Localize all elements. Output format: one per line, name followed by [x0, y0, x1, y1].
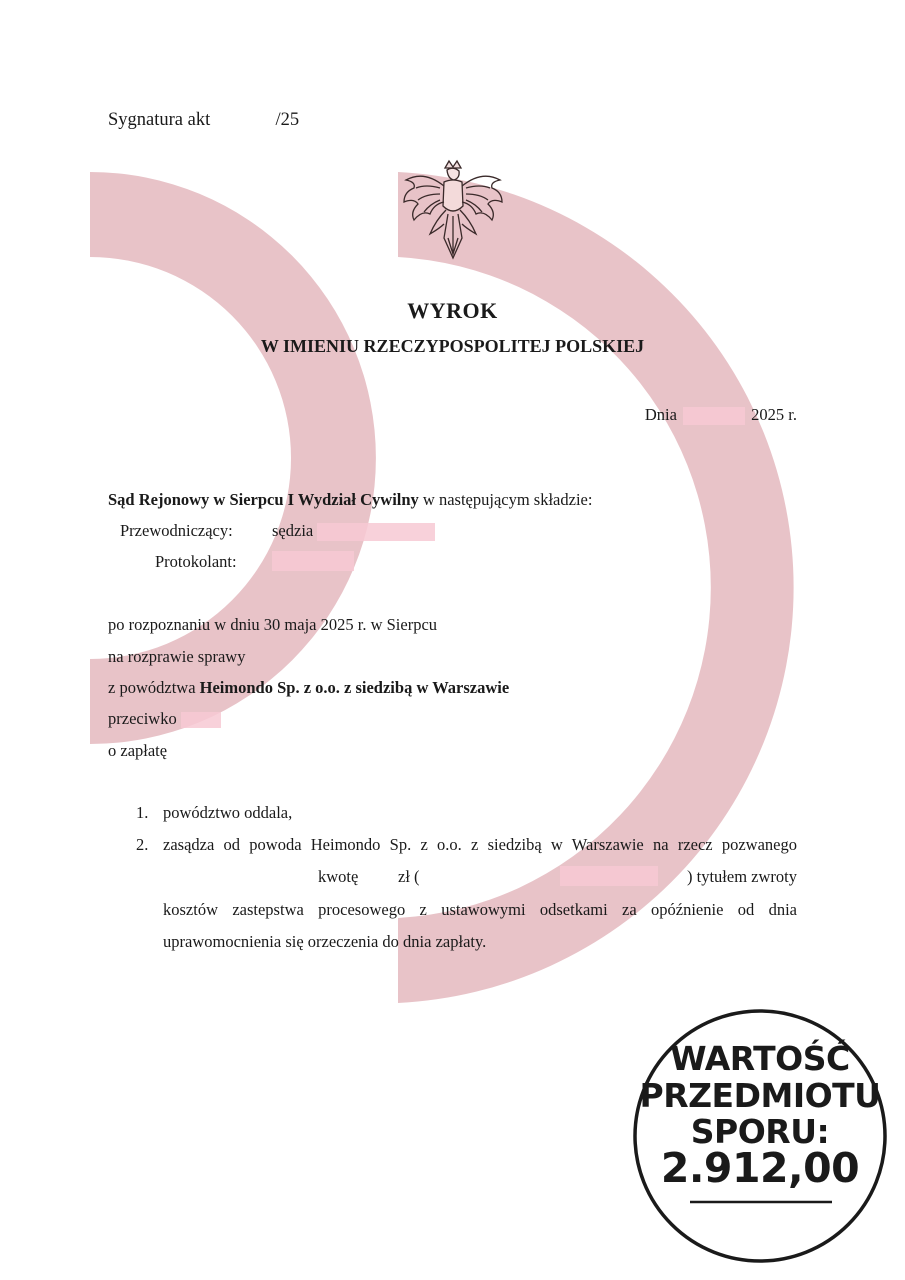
- ruling-2-line3: kosztów zastepstwa procesowego z ustawowymi odsetkami za opóźnienie od dnia: [163, 900, 797, 919]
- date-redaction: [683, 407, 745, 425]
- defendant-redaction: [181, 712, 221, 728]
- ruling-1-text: powództwo oddala,: [163, 803, 293, 822]
- clerk-name-redaction: [272, 551, 354, 571]
- proceedings-hearing: na rozprawie sprawy: [108, 647, 246, 666]
- ruling-2-tail: ) tytułem zwroty: [687, 867, 797, 886]
- defendant-line: [108, 709, 221, 729]
- stamp-line-2: PRZEDMIOTU: [639, 1076, 881, 1115]
- ruling-2-line4: uprawomocnienia się orzeczenia do dnia zapłaty.: [163, 932, 487, 951]
- stamp-line-3: SPORU:: [690, 1112, 830, 1151]
- ruling-2-line1: zasądza od powoda Heimondo Sp. z o.o. z siedzibą w Warszawie na rzecz pozwanego: [163, 835, 797, 854]
- eagle-emblem-icon: [400, 158, 506, 266]
- chair-label: Przewodniczący:: [120, 521, 233, 540]
- signature-line: [108, 110, 299, 131]
- stamp-value: 2.912,00: [660, 1144, 860, 1192]
- chair-value: sędzia: [272, 521, 314, 540]
- ruling-2-zl: zł (: [398, 867, 420, 886]
- ruling-2-amount-label: kwotę: [318, 867, 359, 886]
- chair-name-redaction: [317, 523, 435, 541]
- judgment-title: WYROK: [407, 298, 498, 323]
- signature-label: Sygnatura akt: [108, 110, 211, 130]
- chair-line: [272, 521, 435, 541]
- court-composition: w następującym składzie:: [418, 490, 593, 509]
- plaintiff-name: Heimondo Sp. z o.o. z siedzibą w Warszawie: [199, 678, 510, 697]
- date-line: [645, 405, 797, 425]
- court-name: Sąd Rejonowy w Sierpcu I Wydział Cywilny: [108, 490, 419, 509]
- subject-line: o zapłatę: [108, 741, 168, 760]
- signature-suffix: /25: [275, 110, 300, 130]
- defendant-label: przeciwko: [108, 709, 177, 728]
- amount-words-redaction: [560, 866, 658, 886]
- plaintiff-line: [108, 678, 509, 698]
- proceedings-date: po rozpoznaniu w dniu 30 maja 2025 r. w Sierpcu: [108, 615, 438, 634]
- court-line: [108, 490, 592, 510]
- judgment-subtitle: W IMIENIU RZECZYPOSPOLITEJ POLSKIEJ: [260, 336, 645, 356]
- date-suffix: 2025 r.: [751, 405, 797, 424]
- ruling-1-number: 1.: [136, 803, 149, 822]
- plaintiff-prefix: z powództwa: [108, 678, 200, 697]
- stamp-line-1: WARTOŚĆ: [670, 1039, 850, 1078]
- date-prefix: Dnia: [644, 405, 677, 424]
- clerk-label: Protokolant:: [155, 552, 237, 571]
- ruling-2-number: 2.: [136, 835, 149, 854]
